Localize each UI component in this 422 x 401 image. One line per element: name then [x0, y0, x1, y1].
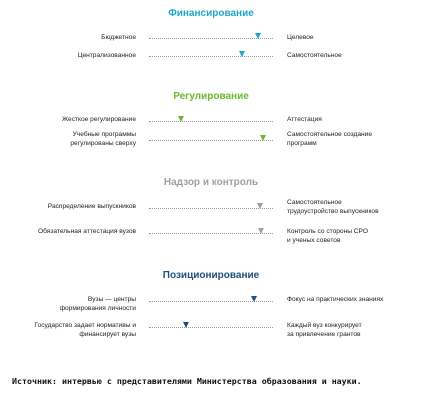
- row-right-label: Самостоятельное трудоустройство выпускников: [287, 199, 379, 215]
- row-left-label: Обязательная аттестация вузов: [38, 228, 136, 235]
- row-right-label: Каждый вуз конкурирует за привлечение грантов: [287, 322, 362, 338]
- section-title-supervision: Надзор и контроль: [163, 177, 259, 188]
- scale-line: [149, 140, 273, 141]
- scale-line: [149, 56, 273, 57]
- row-left-label: Распределение выпускников: [47, 203, 136, 210]
- source-note: Источник: интервью с представителями Министерства образования и науки.: [12, 376, 362, 386]
- scale-line: [149, 121, 273, 122]
- row-right-label: Аттестация: [287, 116, 322, 123]
- row-left-label: Бюджетное: [101, 34, 136, 41]
- section-title-positioning: Позиционирование: [162, 270, 260, 281]
- scale-line: [149, 327, 273, 328]
- scale-line: [149, 233, 273, 234]
- position-marker: [258, 228, 264, 234]
- row-left-label: Вузы — центры формирования личности: [59, 296, 136, 312]
- position-marker: [183, 322, 189, 328]
- row-left-label: Государство задает нормативы и финансирует вузы: [34, 322, 136, 338]
- row-right-label: Самостоятельное: [287, 52, 342, 59]
- row-right-label: Контроль со стороны СРО и ученых советов: [287, 228, 368, 244]
- section-title-financing: Финансирование: [168, 8, 254, 19]
- position-marker: [251, 296, 257, 302]
- position-marker: [178, 116, 184, 122]
- row-left-label: Жесткое регулирование: [62, 116, 136, 123]
- row-left-label: Централизованное: [77, 52, 136, 59]
- position-marker: [260, 135, 266, 141]
- row-right-label: Фокус на практических знаниях: [287, 296, 384, 303]
- row-right-label: Целевое: [287, 34, 314, 41]
- position-marker: [257, 203, 263, 209]
- row-left-label: Учебные программы регулированы сверху: [70, 131, 136, 147]
- scale-line: [149, 208, 273, 209]
- position-marker: [239, 51, 245, 57]
- row-right-label: Самостоятельное создание программ: [287, 131, 373, 147]
- section-title-regulation: Регулирование: [173, 91, 249, 102]
- position-marker: [255, 33, 261, 39]
